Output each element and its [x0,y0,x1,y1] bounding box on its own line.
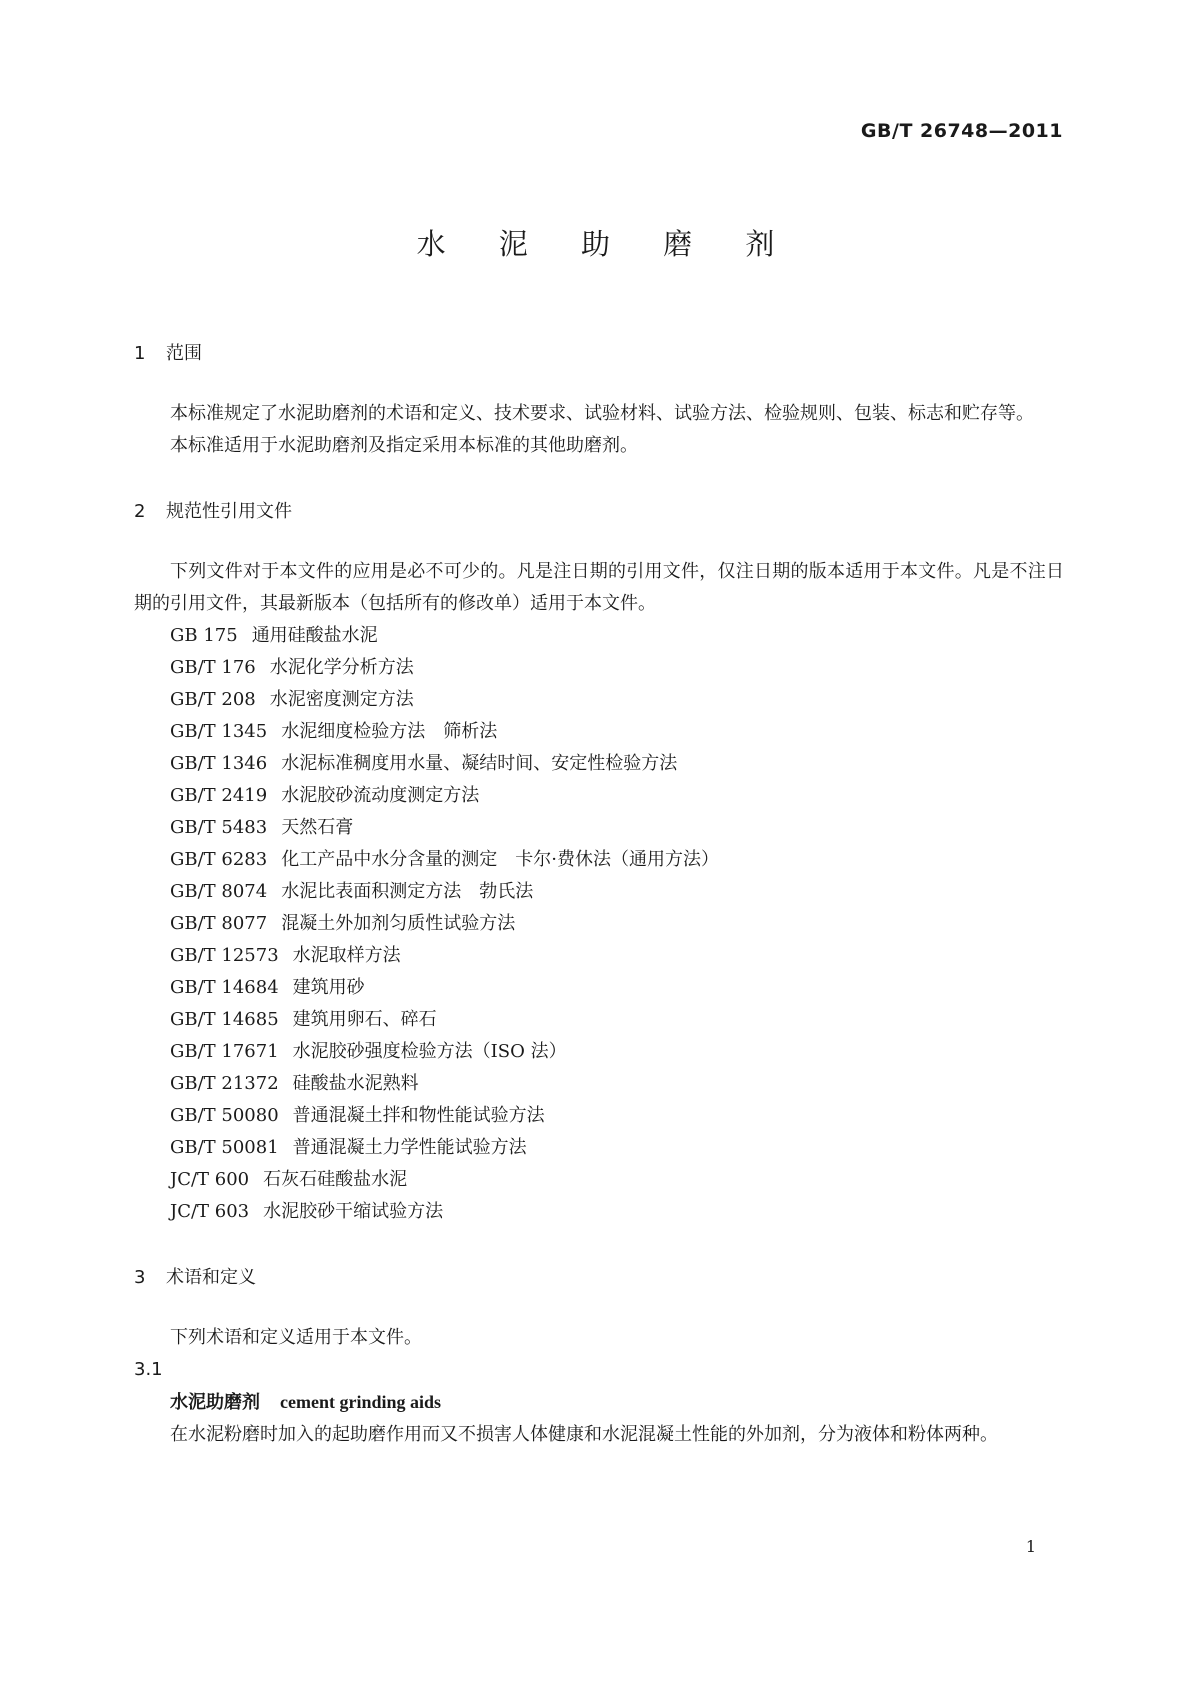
reference-item [170,844,1064,876]
section-heading-references [134,498,1064,526]
term-name-en: cement grinding aids [280,1392,442,1412]
reference-item [170,1196,1064,1228]
reference-title: 石灰石硅酸盐水泥 [263,1169,408,1190]
section-heading-scope [134,340,1064,368]
reference-list [134,620,1064,1228]
reference-code: GB/T 208 [170,689,256,710]
reference-title: 水泥标准稠度用水量、凝结时间、安定性检验方法 [281,753,678,774]
reference-code: GB/T 14684 [170,977,279,998]
document-body [134,340,1064,1451]
term-number: 3.1 [134,1359,163,1380]
reference-title: 普通混凝土力学性能试验方法 [292,1137,527,1158]
section-title: 范围 [166,343,202,364]
section-number: 1 [134,343,146,364]
reference-code: GB/T 8077 [170,913,268,934]
reference-code: GB/T 5483 [170,817,268,838]
reference-code: JC/T 600 [170,1169,250,1190]
reference-code: GB/T 6283 [170,849,268,870]
reference-title: 水泥胶砂强度检验方法（ISO 法） [292,1041,567,1062]
reference-title: 水泥密度测定方法 [269,689,414,710]
reference-code: GB/T 14685 [170,1009,279,1030]
reference-code: GB/T 17671 [170,1041,279,1062]
reference-title: 普通混凝土拌和物性能试验方法 [292,1105,545,1126]
section-title: 规范性引用文件 [166,501,292,522]
reference-code: GB/T 176 [170,657,256,678]
reference-code: JC/T 603 [170,1201,250,1222]
reference-item [170,684,1064,716]
scope-paragraph: 本标准规定了水泥助磨剂的术语和定义、技术要求、试验材料、试验方法、检验规则、包装、标志和贮存等。 [170,403,1034,424]
reference-code: GB/T 50081 [170,1137,279,1158]
term-definition: 在水泥粉磨时加入的起助磨作用而又不损害人体健康和水泥混凝土性能的外加剂，分为液体和粉体两种。 [170,1424,998,1445]
references-intro: 下列文件对于本文件的应用是必不可少的。凡是注日期的引用文件，仅注日期的版本适用于本文件。凡是不注日期的引用文件，其最新版本（包括所有的修改单）适用于本文件。 [134,561,1064,614]
reference-title: 水泥胶砂干缩试验方法 [263,1201,444,1222]
reference-item [170,908,1064,940]
reference-code: GB/T 1345 [170,721,268,742]
reference-title: 建筑用卵石、碎石 [292,1009,437,1030]
reference-item [170,940,1064,972]
reference-title: 通用硅酸盐水泥 [251,625,378,646]
reference-title: 建筑用砂 [292,977,365,998]
reference-item [170,652,1064,684]
reference-item [170,972,1064,1004]
term-name [134,1386,1064,1419]
reference-code: GB 175 [170,625,238,646]
section-title: 术语和定义 [166,1267,256,1288]
document-title: 水 泥 助 磨 剂 [416,227,797,261]
reference-code: GB/T 2419 [170,785,268,806]
page-number: 1 [1025,1537,1036,1556]
reference-title: 水泥比表面积测定方法 勃氏法 [281,881,534,902]
reference-code: GB/T 12573 [170,945,279,966]
reference-title: 水泥胶砂流动度测定方法 [281,785,480,806]
standard-number: GB/T 26748—2011 [860,120,1063,142]
reference-title: 天然石膏 [281,817,354,838]
reference-item [170,716,1064,748]
section-number: 2 [134,501,146,522]
scope-paragraph: 本标准适用于水泥助磨剂及指定采用本标准的其他助磨剂。 [170,435,638,456]
reference-title: 混凝土外加剂匀质性试验方法 [281,913,516,934]
reference-item [170,876,1064,908]
reference-item [170,1132,1064,1164]
reference-code: GB/T 1346 [170,753,268,774]
reference-title: 水泥细度检验方法 筛析法 [281,721,498,742]
reference-item [170,1164,1064,1196]
reference-title: 化工产品中水分含量的测定 卡尔·费休法（通用方法） [281,849,719,870]
reference-item [170,1004,1064,1036]
reference-item [170,812,1064,844]
reference-title: 硅酸盐水泥熟料 [292,1073,419,1094]
reference-item [170,1068,1064,1100]
reference-item [170,780,1064,812]
reference-title: 水泥化学分析方法 [269,657,414,678]
reference-item [170,1100,1064,1132]
section-number: 3 [134,1267,146,1288]
reference-item [170,748,1064,780]
reference-title: 水泥取样方法 [292,945,401,966]
reference-code: GB/T 8074 [170,881,268,902]
terms-intro: 下列术语和定义适用于本文件。 [170,1327,422,1348]
term-name-cn: 水泥助磨剂 [170,1392,260,1413]
reference-item [170,1036,1064,1068]
reference-item [170,620,1064,652]
section-heading-terms [134,1264,1064,1292]
reference-code: GB/T 21372 [170,1073,279,1094]
reference-code: GB/T 50080 [170,1105,279,1126]
